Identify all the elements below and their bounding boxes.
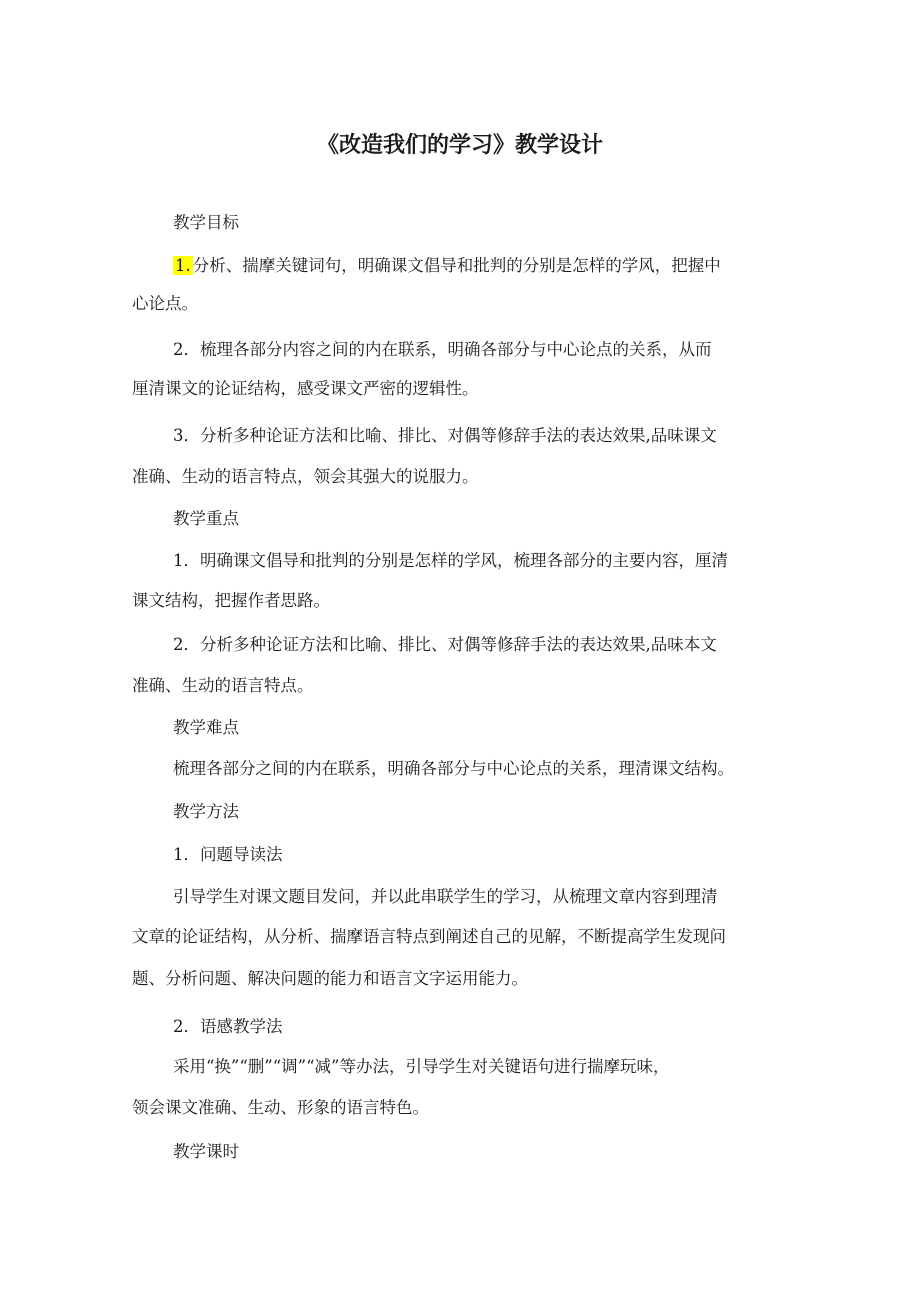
heading-methods: 教学方法 — [173, 802, 239, 821]
goal-item-2-line-1: 2．梳理各部分内容之间的内在联系，明确各部分与中心论点的关系，从而 — [173, 340, 712, 359]
method-2-title: 2．语感教学法 — [173, 1017, 283, 1036]
heading-key-points: 教学重点 — [173, 509, 239, 528]
heading-hours: 教学课时 — [173, 1142, 239, 1161]
method-2-line-2: 领会课文准确、生动、形象的语言特色。 — [132, 1098, 429, 1117]
key-item-1-line-2: 课文结构，把握作者思路。 — [132, 591, 330, 610]
method-2-line-1: 采用“换”“删”“调”“减”等办法，引导学生对关键语句进行揣摩玩味， — [173, 1057, 670, 1076]
heading-goals: 教学目标 — [173, 213, 239, 232]
method-1-line-3: 题、分析问题、解决问题的能力和语言文字运用能力。 — [132, 969, 528, 988]
difficulties-text: 梳理各部分之间的内在联系，明确各部分与中心论点的关系，理清课文结构。 — [173, 759, 734, 778]
goal-item-1-line-1 — [173, 254, 833, 278]
key-item-1-line-1: 1．明确课文倡导和批判的分别是怎样的学风，梳理各部分的主要内容，厘清 — [173, 551, 728, 570]
key-item-2-line-2: 准确、生动的语言特点。 — [132, 676, 314, 695]
document-title: 《改造我们的学习》教学设计 — [316, 133, 603, 158]
goal-item-3-line-2: 准确、生动的语言特点，领会其强大的说服力。 — [132, 467, 479, 486]
heading-difficulties: 教学难点 — [173, 718, 239, 737]
goal-item-2-line-2: 厘清课文的论证结构，感受课文严密的逻辑性。 — [132, 379, 479, 398]
method-1-title: 1．问题导读法 — [173, 845, 283, 864]
highlighted-number: 1. — [175, 256, 191, 275]
goal-item-1-line-2: 心论点。 — [132, 294, 198, 313]
method-1-line-1: 引导学生对课文题目发问，并以此串联学生的学习，从梳理文章内容到理清 — [173, 887, 718, 906]
key-item-2-line-1: 2．分析多种论证方法和比喻、排比、对偶等修辞手法的表达效果,品味本文 — [173, 635, 717, 654]
goal-item-3-line-1: 3．分析多种论证方法和比喻、排比、对偶等修辞手法的表达效果,品味课文 — [173, 426, 717, 445]
goal-item-1-text: 分析、揣摩关键词句，明确课文倡导和批判的分别是怎样的学风，把握中 — [192, 256, 721, 275]
method-1-line-2: 文章的论证结构，从分析、揣摩语言特点到阐述自己的见解，不断提高学生发现问 — [132, 927, 726, 946]
